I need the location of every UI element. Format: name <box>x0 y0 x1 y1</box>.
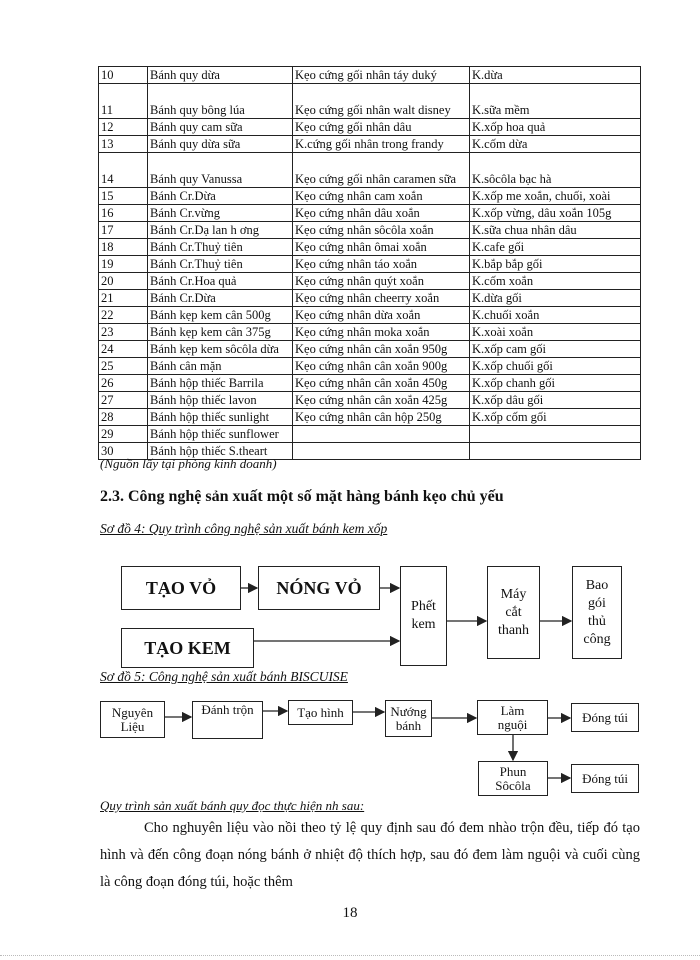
table-cell: Bánh quy cam sữa <box>148 119 293 136</box>
table-cell: 26 <box>99 375 148 392</box>
box-may-cat-thanh: Máy cắt thanh <box>487 566 540 659</box>
table-cell: Bánh hộp thiếc lavon <box>148 392 293 409</box>
table-cell: Kẹo cứng nhân sôcôla xoắn <box>293 222 470 239</box>
table-cell: K.xốp chuối gối <box>470 358 641 375</box>
process-title: Quy trình sản xuất bánh quy đọc thực hiện nh sau: <box>100 798 365 813</box>
table-cell: K.cứng gối nhân trong frandy <box>293 136 470 153</box>
paragraph-text: Cho nghuyên liệu vào nồi theo tỷ lệ quy định sau đó đem nhào trộn đều, tiếp đó tạo hình và đến công đoạn nóng bánh ở nhiệt độ thích hợp, sau đó đem làm nguội và cuối cùng là công đoạn đóng túi, hoặc thêm <box>100 820 640 890</box>
page-bottom-rule <box>0 955 700 956</box>
table-cell: Bánh hộp thiếc sunlight <box>148 409 293 426</box>
table-cell: Bánh Cr.Dừa <box>148 188 293 205</box>
table-cell: Bánh cân mặn <box>148 358 293 375</box>
table-cell: Bánh hộp thiếc sunflower <box>148 426 293 443</box>
table-cell: 19 <box>99 256 148 273</box>
table-cell: Kẹo cứng nhân dâu xoắn <box>293 205 470 222</box>
table-cell: K.xốp chanh gối <box>470 375 641 392</box>
table-cell: Kẹo cứng gối nhân táy duký <box>293 67 470 84</box>
table-cell: 15 <box>99 188 148 205</box>
table-cell: Bánh kẹp kem cân 375g <box>148 324 293 341</box>
table-cell: 12 <box>99 119 148 136</box>
table-cell: Bánh Cr.Thuỷ tiên <box>148 256 293 273</box>
table-cell: Kẹo cứng gối nhân walt disney <box>293 84 470 119</box>
box-tao-hinh: Tạo hình <box>288 700 353 725</box>
table-cell: Kẹo cứng gối nhân dâu <box>293 119 470 136</box>
table-cell: 10 <box>99 67 148 84</box>
table-cell: Bánh Cr.Hoa quả <box>148 273 293 290</box>
table-cell: 13 <box>99 136 148 153</box>
table-cell: K.dừa gối <box>470 290 641 307</box>
table-cell: K.xốp me xoắn, chuối, xoài <box>470 188 641 205</box>
box-nguyen-lieu: Nguyên Liệu <box>100 701 165 738</box>
table-cell: Bánh Cr.Dừa <box>148 290 293 307</box>
box-nuong-banh: Nướng bánh <box>385 700 432 737</box>
table-cell: Kẹo cứng nhân moka xoắn <box>293 324 470 341</box>
box-dong-tui-2: Đóng túi <box>571 764 639 793</box>
table-cell: Kẹo cứng nhân cheerry xoắn <box>293 290 470 307</box>
table-cell: K.xốp vừng, dâu xoắn 105g <box>470 205 641 222</box>
table-cell: 29 <box>99 426 148 443</box>
table-cell: Bánh kẹp kem cân 500g <box>148 307 293 324</box>
table-cell: Bánh Cr.Dạ lan h ơng <box>148 222 293 239</box>
table-cell: Kẹo cứng nhân cam xoắn <box>293 188 470 205</box>
table-cell: 17 <box>99 222 148 239</box>
table-cell: 14 <box>99 153 148 188</box>
body-paragraph <box>100 815 640 896</box>
table-cell: Kẹo cứng nhân cân hộp 250g <box>293 409 470 426</box>
table-cell: 21 <box>99 290 148 307</box>
table-cell: Kẹo cứng nhân dừa xoắn <box>293 307 470 324</box>
table-cell: 25 <box>99 358 148 375</box>
table-cell: 27 <box>99 392 148 409</box>
table-cell: 16 <box>99 205 148 222</box>
table-cell: Bánh quy bông lúa <box>148 84 293 119</box>
table-cell: 20 <box>99 273 148 290</box>
box-bao-goi: Bao gói thủ công <box>572 566 622 659</box>
table-cell: K.xốp hoa quả <box>470 119 641 136</box>
table-cell: Bánh quy dừa sữa <box>148 136 293 153</box>
page-number: 18 <box>342 905 358 921</box>
box-phet-kem: Phết kem <box>400 566 447 666</box>
table-cell: K.dừa <box>470 67 641 84</box>
box-nong-vo: NÓNG VỎ <box>258 566 380 610</box>
table-cell: 30 <box>99 443 148 460</box>
table-cell: Kẹo cứng nhân ômai xoắn <box>293 239 470 256</box>
table-cell: K.xoài xoắn <box>470 324 641 341</box>
table-cell: Bánh hộp thiếc Barrila <box>148 375 293 392</box>
table-cell: K.sữa chua nhân dâu <box>470 222 641 239</box>
table-cell: Kẹo cứng nhân cân xoắn 950g <box>293 341 470 358</box>
box-tao-vo: TẠO VỎ <box>121 566 241 610</box>
table-cell: Kẹo cứng nhân táo xoắn <box>293 256 470 273</box>
table-cell: 11 <box>99 84 148 119</box>
table-cell: Bánh kẹp kem sôcôla dừa <box>148 341 293 358</box>
table-cell: Kẹo cứng nhân cân xoắn 450g <box>293 375 470 392</box>
table-cell: Kẹo cứng gối nhân caramen sữa <box>293 153 470 188</box>
box-phun-socola: Phun Sôcôla <box>478 761 548 796</box>
table-cell: Bánh Cr.vừng <box>148 205 293 222</box>
table-cell: K.xốp cam gối <box>470 341 641 358</box>
box-dong-tui-1: Đóng túi <box>571 703 639 732</box>
table-cell: Kẹo cứng nhân cân xoắn 425g <box>293 392 470 409</box>
table-cell: K.chuối xoắn <box>470 307 641 324</box>
table-cell: 23 <box>99 324 148 341</box>
table-cell: Bánh quy Vanussa <box>148 153 293 188</box>
table-cell: Kẹo cứng nhân quýt xoắn <box>293 273 470 290</box>
diagram5-caption: Sơ đồ 5: Công nghệ sản xuất bánh BISCUISE <box>100 669 348 684</box>
diagram4-caption: Sơ đồ 4: Quy trình công nghệ sản xuất bánh kem xốp <box>100 521 388 536</box>
box-lam-nguoi: Làm nguội <box>477 700 548 735</box>
table-cell: K.sữa mềm <box>470 84 641 119</box>
table-cell: K.sôcôla bạc hà <box>470 153 641 188</box>
table-cell: K.cốm dừa <box>470 136 641 153</box>
source-note: (Nguồn lấy tại phòng kinh doanh) <box>100 456 277 471</box>
box-tao-kem: TẠO KEM <box>121 628 254 668</box>
table-cell: Bánh Cr.Thuỷ tiên <box>148 239 293 256</box>
table-cell: 18 <box>99 239 148 256</box>
box-danh-tron: Đánh trộn <box>192 701 263 739</box>
table-cell: K.bắp bắp gối <box>470 256 641 273</box>
table-cell: K.xốp cốm gối <box>470 409 641 426</box>
table-cell: Bánh hộp thiếc S.theart <box>148 443 293 460</box>
table-cell: 28 <box>99 409 148 426</box>
table-cell: Bánh quy dừa <box>148 67 293 84</box>
table-cell: 24 <box>99 341 148 358</box>
table-cell: K.cốm xoắn <box>470 273 641 290</box>
table-cell: K.cafe gối <box>470 239 641 256</box>
table-cell: K.xốp dâu gối <box>470 392 641 409</box>
table-cell: Kẹo cứng nhân cân xoắn 900g <box>293 358 470 375</box>
section-heading: 2.3. Công nghệ sản xuất một số mặt hàng bánh kẹo chủ yếu <box>100 488 504 505</box>
table-cell: 22 <box>99 307 148 324</box>
